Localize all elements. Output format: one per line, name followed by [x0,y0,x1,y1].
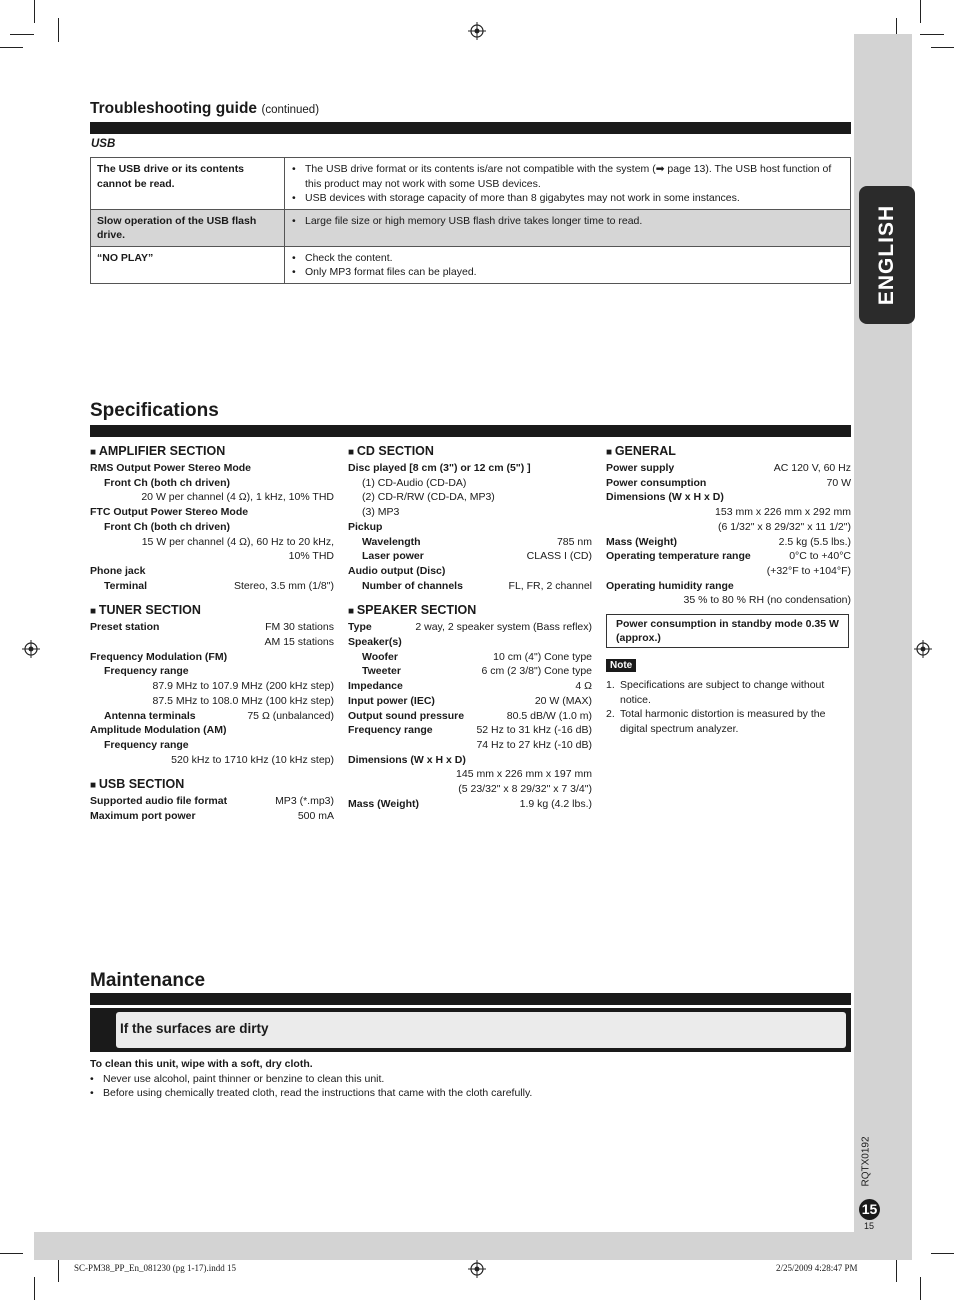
spec-row [90,794,334,809]
spec-value: 10 cm (4") Cone type [493,650,592,663]
spec-row [90,709,334,724]
title-rule [90,993,851,1005]
spec-row [90,620,334,635]
spec-value: AM 15 stations [264,636,334,649]
crop-mark [34,1277,35,1300]
bottom-strip [34,1232,912,1260]
spec-row [348,549,592,564]
spec-value: 52 Hz to 31 kHz (-16 dB) [476,724,592,737]
spec-label: Supported audio file format [90,795,228,808]
model-code [861,1134,881,1194]
crop-mark [931,47,954,48]
solution-cell [285,158,851,210]
crop-mark [58,1258,59,1282]
spec-label: Maximum port power [90,810,196,823]
amplifier-header: ■ AMPLIFIER SECTION [90,443,334,461]
crop-mark [0,1253,23,1254]
model-code-text: RQTX0192 [860,1136,872,1187]
spec-value: (6 1/32" x 8 29/32" x 11 1/2") [718,520,851,533]
spec-row [348,579,592,594]
spec-value: 74 Hz to 27 kHz (-10 dB) [476,738,592,751]
spec-label: Operating temperature range [606,550,751,563]
spec-label: Front Ch (both ch driven) [104,476,230,489]
troubleshooting-title: Troubleshooting guide [90,100,258,117]
spec-value: 0°C to +40°C [789,550,851,563]
spec-column-3 [606,443,851,608]
spec-label: RMS Output Power Stereo Mode [90,462,252,474]
troubleshooting-table [90,157,851,284]
note-number: 1. [606,679,615,691]
spec-label: Audio output (Disc) [348,564,446,577]
crop-mark [931,1253,954,1254]
spec-row [348,797,592,812]
crop-mark [58,18,59,42]
note-item [606,707,851,736]
spec-label: Antenna terminals [104,709,196,722]
page-number-badge: 15 [859,1199,880,1220]
crop-mark [920,1277,921,1300]
spec-label: Dimensions (W x H x D) [606,491,724,504]
registration-mark-icon [914,640,932,658]
crop-mark [0,47,23,48]
spec-row [606,476,851,491]
spec-value: 145 mm x 226 mm x 197 mm [456,768,592,781]
solution-cell [285,246,851,283]
spec-label: Front Ch (both ch driven) [104,520,230,533]
solution-item: • Only MP3 format files can be played. [305,265,844,280]
problem-cell: Slow operation of the USB flash drive. [91,209,285,246]
speaker-header: ■ SPEAKER SECTION [348,602,592,620]
spec-label: FTC Output Power Stereo Mode [90,506,249,519]
usb-subsection-label: USB [91,138,116,150]
usb-header: ■ USB SECTION [90,776,334,794]
spec-row [348,650,592,665]
spec-value: 520 kHz to 1710 kHz (10 kHz step) [171,753,334,766]
crop-mark [10,34,34,35]
title-rule [90,425,851,437]
footer-file-info: SC-PM38_PP_En_081230 (pg 1-17).indd 15 [74,1263,237,1273]
spec-value: 6 cm (2 3/8") Cone type [481,665,592,678]
spec-label: Disc played [8 cm (3") or 12 cm (5") ] [348,462,531,474]
registration-mark-icon [468,1260,486,1278]
maintenance-title: Maintenance [90,970,206,991]
spec-label: Frequency range [348,724,433,737]
spec-label: Wavelength [362,535,421,548]
spec-row [348,620,592,635]
spec-row [348,535,592,550]
spec-value: 15 W per channel (4 Ω), 60 Hz to 20 kHz, [141,535,334,548]
spec-label: Dimensions (W x H x D) [348,753,466,766]
spec-label: Input power (IEC) [348,694,435,707]
spec-label: Phone jack [90,564,146,577]
note-number: 2. [606,708,615,721]
solution-cell [285,209,851,246]
spec-column-2 [348,443,592,811]
spec-label: Number of channels [362,579,463,592]
crop-mark [34,0,35,23]
spec-value: 20 W (MAX) [534,694,592,707]
maintenance-bullet: • Never use alcohol, paint thinner or benzine to clean this unit. [103,1072,850,1087]
spec-row [348,723,592,738]
spec-label: Amplitude Modulation (AM) [90,724,227,737]
spec-value: 2 way, 2 speaker system (Bass reflex) [415,621,592,634]
spec-value: 1.9 kg (4.2 lbs.) [519,797,592,810]
spec-value: (5 23/32" x 8 29/32" x 7 3/4") [458,783,592,796]
spec-value: 35 % to 80 % RH (no condensation) [683,594,851,607]
spec-row [348,664,592,679]
table-row [91,246,851,283]
crop-mark [920,0,921,23]
spec-row [90,809,334,824]
spec-value: AC 120 V, 60 Hz [773,462,851,474]
spec-value: 87.5 MHz to 108.0 MHz (100 kHz step) [152,694,334,707]
spec-label: Woofer [362,650,398,663]
spec-value: 20 W per channel (4 Ω), 1 kHz, 10% THD [141,491,334,504]
registration-mark-icon [22,640,40,658]
spec-label: Terminal [104,579,147,592]
maintenance-bullet: • Before using chemically treated cloth, read the instructions that came with the cloth carefully. [103,1086,850,1101]
spec-value: MP3 (*.mp3) [275,795,334,808]
spec-label: Frequency range [104,665,189,678]
specifications-title: Specifications [90,400,219,421]
language-tab [859,186,915,324]
spec-label: Impedance [348,680,403,693]
spec-value: (1) CD-Audio (CD-DA) [362,476,467,489]
spec-value: 10% THD [288,550,334,563]
spec-value: (2) CD-R/RW (CD-DA, MP3) [362,491,495,504]
spec-row [348,709,592,724]
solution-item: • Large file size or high memory USB flash drive takes longer time to read. [305,214,844,229]
tuner-header: ■ TUNER SECTION [90,602,334,620]
spec-value: 75 Ω (unbalanced) [247,709,334,722]
spec-value: Stereo, 3.5 mm (1/8") [233,579,334,592]
spec-value: FL, FR, 2 channel [508,579,592,592]
spec-label: Speaker(s) [348,636,402,649]
troubleshooting-heading [90,100,319,118]
spec-value: 70 W [826,476,851,489]
spec-value: (+32°F to +104°F) [766,564,851,577]
title-rule [90,122,851,134]
spec-value: FM 30 stations [265,621,334,634]
spec-value: 2.5 kg (5.5 lbs.) [778,535,851,548]
spec-value: 153 mm x 226 mm x 292 mm [715,506,851,519]
spec-label: Output sound pressure [348,709,465,722]
note-item [606,678,851,707]
notes-list [606,678,851,736]
note-text: Specifications are subject to change without notice. [620,679,825,706]
spec-value: (3) MP3 [362,506,400,519]
spec-value: 785 nm [556,535,592,548]
spec-label: Preset station [90,621,160,634]
spec-value: CLASS I (CD) [526,550,592,563]
spec-row [348,694,592,709]
problem-cell: The USB drive or its contents cannot be read. [91,158,285,210]
spec-value: 87.9 MHz to 107.9 MHz (200 kHz step) [152,680,334,693]
solution-item: • USB devices with storage capacity of more than 8 gigabytes may not work in some instances. [305,191,844,206]
problem-cell: “NO PLAY” [91,246,285,283]
crop-mark [920,34,944,35]
spec-column-1 [90,443,334,824]
spec-label: Laser power [362,550,424,563]
spec-label: Power consumption [606,476,707,489]
spec-label: Type [348,621,372,634]
maintenance-text [90,1057,850,1101]
continued-label: (continued) [261,104,320,116]
spec-value: 4 Ω [575,680,592,693]
table-row [91,209,851,246]
crop-mark [896,1258,897,1282]
spec-row [606,461,851,476]
maintenance-subtitle: If the surfaces are dirty [120,1021,269,1036]
spec-label: Frequency range [104,738,189,751]
spec-row [348,679,592,694]
maintenance-intro: To clean this unit, wipe with a soft, dry cloth. [90,1058,313,1070]
spec-row [90,579,334,594]
page-number-small: 15 [864,1221,875,1231]
spec-label: Pickup [348,520,383,533]
table-row [91,158,851,210]
note-text: Total harmonic distortion is measured by the digital spectrum analyzer. [620,708,826,735]
standby-power-box: Power consumption in standby mode 0.35 W (approx.) [606,614,849,648]
solution-item: • The USB drive format or its contents is/are not compatible with the system (➡ page 13). The USB host function of this product may not work with some USB devices. [305,162,844,191]
spec-label: Mass (Weight) [606,535,677,548]
footer-timestamp: 2/25/2009 4:28:47 PM [776,1263,858,1273]
spec-label: Mass (Weight) [348,797,419,810]
registration-mark-icon [468,22,486,40]
language-tab-label: ENGLISH [875,204,898,306]
spec-label: Frequency Modulation (FM) [90,650,228,663]
spec-label: Power supply [606,462,675,474]
cd-header: ■ CD SECTION [348,443,592,461]
spec-label: Tweeter [362,665,401,678]
spec-row [606,549,851,564]
spec-label: Operating humidity range [606,579,734,592]
spec-row [606,535,851,550]
spec-value: 500 mA [297,810,334,823]
general-header: ■ GENERAL [606,443,851,461]
solution-item: • Check the content. [305,251,844,266]
note-badge: Note [606,659,636,672]
spec-value: 80.5 dB/W (1.0 m) [506,709,592,722]
